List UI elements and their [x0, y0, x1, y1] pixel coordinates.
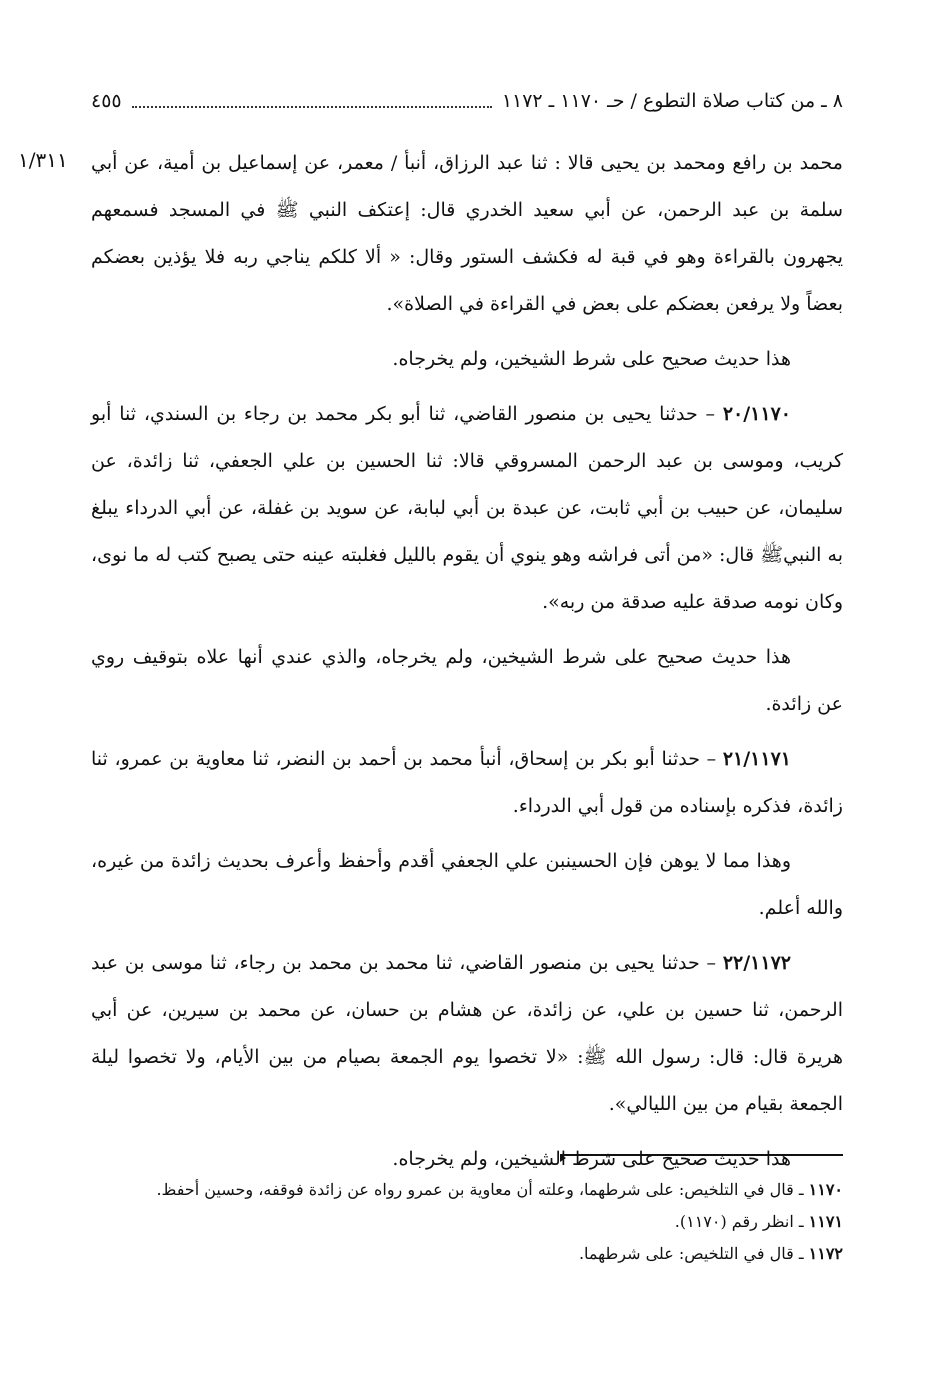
main-text	[91, 140, 843, 1191]
paragraph-text: – حدثنا يحيى بن منصور القاضي، ثنا أبو بكر محمد بن رجاء بن السندي، ثنا أبو كريب، وموسى بن عبد الرحمن المسروقي قالا: ثنا الحسين بن علي الجعفي، ثنا زائدة، عن سليمان، عن حبيب بن أبي ثابت، عن عبدة بن أبي لبابة، عن سويد بن غفلة، عن أبي الدرداء يبلغ به النبيﷺ قال: «من أتى فراشه وهو ينوي أن يقوم بالليل فغلبته عينه حتى يصبح كتب له ما نوى، وكان نومه صدقة عليه صدقة من ربه».	[91, 403, 843, 613]
hadith-number: ٢٠/١١٧٠	[722, 403, 791, 425]
margin-volume-page-reference: ١/٣١١	[18, 148, 68, 172]
paragraph-isnad-continuation	[91, 140, 843, 328]
footnote-text: ـ قال في التلخيص: على شرطهما، وعلته أن معاوية بن عمرو رواه عن زائدة فوقفه، وحسين أحفظ.	[156, 1180, 804, 1199]
paragraph-text: هذا حديث صحيح على شرط الشيخين، ولم يخرجاه، والذي عندي أنها علاه بتوقيف روي عن زائدة.	[91, 646, 843, 715]
footnote-1172	[91, 1238, 843, 1270]
paragraph-grading	[91, 336, 843, 383]
footnote-1170	[91, 1174, 843, 1206]
footnotes	[91, 1174, 843, 1270]
hadith-1171	[91, 736, 843, 830]
paragraph-text: هذا حديث صحيح على شرط الشيخين، ولم يخرجاه.	[392, 1148, 791, 1170]
paragraph-commentary	[91, 838, 843, 932]
hadith-number: ٢١/١١٧١	[722, 748, 791, 770]
paragraph-grading	[91, 634, 843, 728]
footnote-number: ١١٧١	[808, 1212, 843, 1231]
paragraph-text: وهذا مما لا يوهن فإن الحسينبن علي الجعفي أقدم وأحفظ وأعرف بحديث زائدة من غيره، والله أعلم.	[91, 850, 843, 919]
running-head	[91, 86, 843, 116]
page-number: ٤٥٥	[91, 90, 122, 112]
footnote-text: ـ انظر رقم (١١٧٠).	[674, 1212, 804, 1231]
paragraph-text: محمد بن رافع ومحمد بن يحيى قالا : ثنا عبد الرزاق، أنبأ / معمر، عن إسماعيل بن أمية، عن أبي سلمة بن عبد الرحمن، عن أبي سعيد الخدري قال: إعتكف النبي ﷺ في المسجد فسمعهم يجهرون بالقراءة وهو في قبة له فكشف الستور وقال: « ألا كلكم يناجي ربه فلا يؤذين بعضكم بعضاً ولا يرفعن بعضكم على بعض في القراءة في الصلاة».	[91, 152, 843, 315]
footnote-text: ـ قال في التلخيص: على شرطهما.	[578, 1244, 804, 1263]
paragraph-text: هذا حديث صحيح على شرط الشيخين، ولم يخرجاه.	[392, 348, 791, 370]
hadith-1170	[91, 391, 843, 626]
running-head-title: ٨ ـ من كتاب صلاة التطوع / حـ ١١٧٠ ـ ١١٧٢	[501, 90, 843, 112]
footnote-number: ١١٧٠	[808, 1180, 843, 1199]
footnote-number: ١١٧٢	[808, 1244, 843, 1263]
hadith-number: ٢٢/١١٧٢	[722, 952, 791, 974]
paragraph-text: – حدثنا يحيى بن منصور القاضي، ثنا محمد بن محمد بن رجاء، ثنا موسى بن عبد الرحمن، ثنا حسين بن علي، عن زائدة، عن هشام بن حسان، عن محمد بن سيرين، عن أبي هريرة قال: قال: رسول الله ﷺ: «لا تخصوا يوم الجمعة بصيام من بين الأيام، ولا تخصوا ليلة الجمعة بقيام من بين الليالي».	[91, 952, 843, 1115]
paragraph-text: – حدثنا أبو بكر بن إسحاق، أنبأ محمد بن أحمد بن النضر، ثنا معاوية بن عمرو، ثنا زائدة، فذكره بإسناده من قول أبي الدرداء.	[91, 748, 843, 817]
leader-dots	[132, 106, 492, 108]
hadith-1172	[91, 940, 843, 1128]
footnote-separator	[560, 1154, 843, 1156]
footnote-1171	[91, 1206, 843, 1238]
